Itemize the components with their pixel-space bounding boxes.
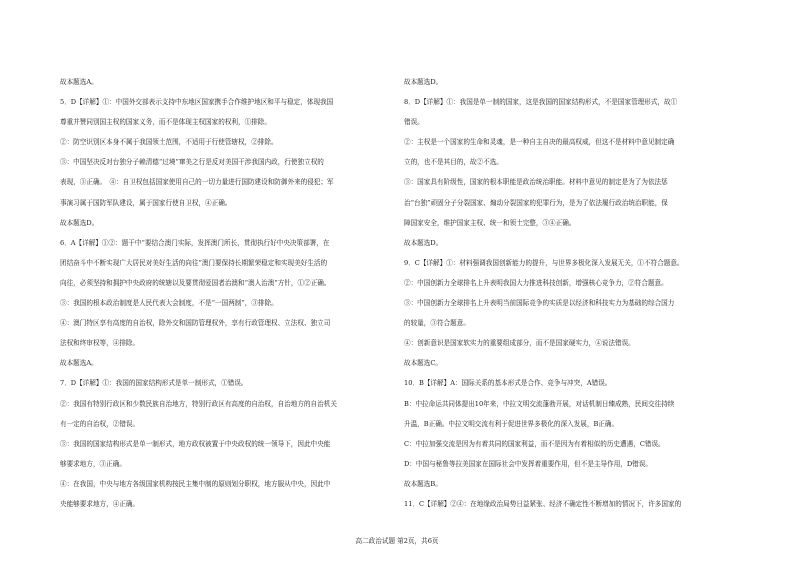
- text-line: 事演习属于国防军队建设，属于国家行使自卫权，④正确。: [60, 198, 232, 207]
- text-line: ④：在我国，中央与地方各级国家机构按民主集中制的原则划分职权，地方服从中央，因此中: [60, 479, 331, 488]
- text-line: 立的，也不是其目的，故②不选。: [404, 158, 503, 167]
- text-line: 8．D【详解】①：我国是单一制的国家，这是我国的国家结构形式，不是国家管理形式，故①: [404, 98, 678, 107]
- text-line: 法权和终审权等，④排除。: [60, 339, 140, 348]
- text-line: 有一定的自治权，②错误。: [60, 419, 140, 428]
- text-line: ②：主权是一个国家的生命和灵魂，是一种自主自决的最高权威，但这不是材料中意见制定确: [404, 138, 675, 147]
- text-line: 故本题选D。: [60, 218, 99, 227]
- text-line: 向往，必须坚持和拥护中央政府的统辖以及要贯彻爱国者治澳和“澳人治澳”方针，①②正确。: [60, 278, 331, 287]
- left-column: [60, 72, 398, 514]
- text-line: B：中拉命运共同体提出10年来，中拉文明交流蓬勃开展，对话机制日臻成熟，民间交往持续: [404, 399, 675, 408]
- text-line: ②：中国创新力全球排名上升表明我国大力推进科技创新，增强核心竞争力，②符合题意。: [404, 278, 668, 287]
- text-line: 故本题选D。: [404, 238, 443, 247]
- text-line: 故本题选C。: [404, 359, 443, 368]
- text-line: 5．D【详解】①：中国外交部表示支持中东地区国家携手合作维护地区和平与稳定，体现我国: [60, 98, 334, 107]
- text-line: 升温，B正确。中拉文明交流有利于促进世界多极化的深入发展，B正确。: [404, 419, 619, 428]
- text-line: ②：我国有特别行政区和少数民族自治地方，特别行政区有高度的自治权，自治地方的自治机关: [60, 399, 337, 408]
- text-line: 故本题选B。: [404, 479, 442, 488]
- text-line: ③：我国的根本政治制度是人民代表大会制度，不是“一国两制”，③排除。: [60, 299, 278, 308]
- text-line: ③：国家具有阶级性，国家的根本职能是政治统治职能。材料中意见的制定是为了为依法惩: [404, 178, 668, 187]
- text-line: 故本题选D。: [404, 78, 443, 86]
- text-line: 够要求地方，③正确。: [60, 459, 126, 468]
- text-line: 故本题选A。: [60, 78, 98, 86]
- text-line: 故本题选A。: [60, 359, 98, 368]
- text-line: 错误。: [404, 118, 424, 127]
- text-line: ④：澳门特区享有高度的自治权，除外交和国防管理权外，享有行政管理权、立法权、独立司: [60, 319, 331, 328]
- text-line: ③：中国创新力全球排名上升表明当前国际竞争的实质是以经济和科技实力为基础的综合国力: [404, 299, 675, 308]
- text-line: 10．B【详解】A：国际关系的基本形式是合作、竞争与冲突，A错误。: [404, 379, 612, 388]
- text-line: ④：创新意识是国家软实力的重要组成部分，而不是国家硬实力，④说法错误。: [404, 339, 635, 348]
- text-line: C：中拉加强交流是因为有着共同的国家利益，而不是因为有着相似的历史遭遇，C错误。: [404, 439, 665, 448]
- text-line: ③：中国坚决反对台独分子赖清德“过境”窜美之行是反对美国干涉我国内政，行使独立权的: [60, 158, 324, 167]
- text-line: ③：我国的国家结构形式是单一制形式，地方政权被置于中央政权的统一领导下，因此中央能: [60, 439, 331, 448]
- text-line: D：中国与秘鲁等拉美国家在国际社会中发挥着重要作用，但不是主导作用，D错误。: [404, 459, 652, 468]
- text-line: 的较量，③符合题意。: [404, 319, 470, 328]
- text-line: 7．D【详解】①：我国的国家结构形式是单一制形式，①错误。: [60, 379, 248, 388]
- text-line: 治“台独”顽固分子分裂国家、煽动分裂国家的犯罪行为，是为了依法履行政治统治职能，保: [404, 198, 668, 207]
- page-footer: 高二政治试题 第2页，共6页: [355, 537, 439, 545]
- text-line: 表现，③正确。 ④：自卫权包括国家使用自己的一切力量进行国防建设和防御外来的侵犯；军: [60, 178, 334, 187]
- text-line: 11．C【详解】②④：在地缘政治局势日益紧张、经济不确定性不断增加的情况下，许多国家的: [404, 499, 682, 508]
- text-line: ②：防空识别区本身不属于我国领土范围，不适用于行使管辖权，②排除。: [60, 138, 278, 147]
- right-column: [404, 72, 742, 514]
- text-line: 尊重并赞同别国主权的国家义务，而不是体现主权国家的权利，①排除。: [60, 118, 271, 127]
- text-line: 障国家安全，维护国家主权、统一和领土完整，③④正确。: [404, 218, 576, 227]
- text-line: 央能够要求地方，④正确。: [60, 499, 140, 508]
- text-line: 团结奋斗中不断实现广大居民对美好生活的向往”澳门要保持长期繁荣稳定和实现美好生活的: [60, 258, 328, 267]
- text-line: 9．C【详解】①：材料强调我国创新能力的提升，与世界多极化深入发展无关，①不符合题意。: [404, 258, 684, 267]
- text-line: 6．A【详解】①②：题干中“要结合澳门实际，发挥澳门所长，贯彻执行好中央决策部署，在: [60, 238, 330, 247]
